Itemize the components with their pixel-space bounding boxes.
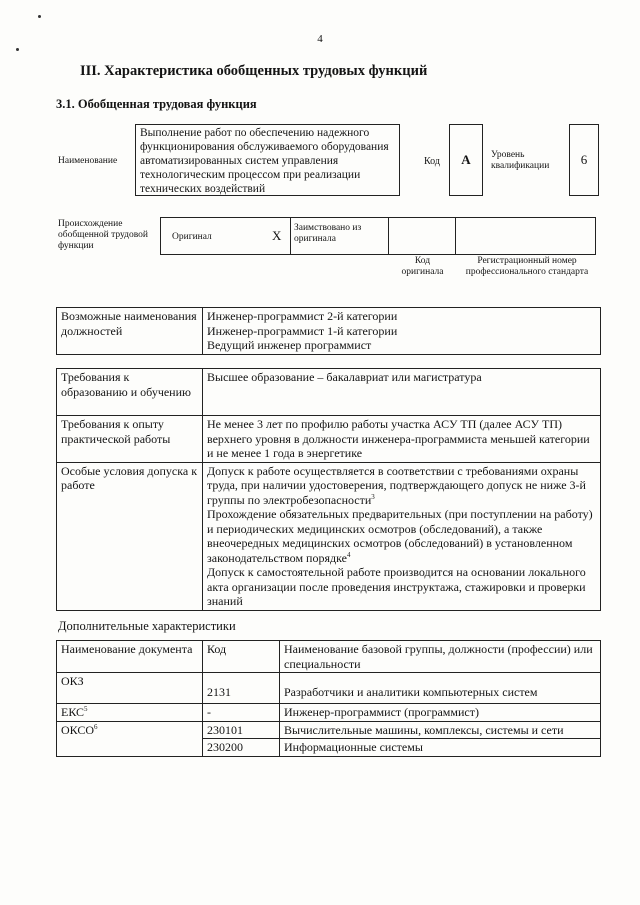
code-label: Код	[424, 156, 440, 167]
position-item: Инженер-программист 2-й категории	[207, 309, 398, 323]
name-cell: Инженер-программист (программист)	[280, 704, 601, 722]
doc-cell: ОКСО$^6$	[57, 721, 203, 756]
col-header-doc: Наименование документа	[57, 641, 203, 673]
code-cell: -	[203, 704, 280, 722]
doc-cell: ЕКС$^5$	[57, 704, 203, 722]
special-paragraph: Допуск к работе осуществляется в соответствии с требованиями охраны труда, при наличии удостоверения, подтверждающего допуск не ниже 3-й группы по электробезопасности$^3$	[207, 463, 586, 507]
table-row	[57, 721, 601, 739]
level-value-box	[569, 124, 599, 196]
col-header-code: Код	[203, 641, 280, 673]
experience-value: Не менее 3 лет по профилю работы участка АСУ ТП (далее АСУ ТП) верхнего уровня в должности инженера-программиста меньшей категории и не менее 1 года в энергетике	[203, 416, 601, 463]
positions-label: Возможные наименования должностей	[57, 308, 203, 355]
table-row	[57, 673, 601, 704]
special-paragraph: Допуск к самостоятельной работе производится на основании локального акта организации после проведения инструктажа, стажировки и проверки знаний	[207, 565, 586, 608]
name-label: Наименование	[58, 156, 118, 166]
origin-row	[160, 217, 596, 255]
section-title: III. Характеристика обобщенных трудовых функций	[80, 63, 428, 79]
education-value: Высшее образование – бакалавриат или магистратура	[203, 369, 601, 416]
code-cell: 230200	[203, 739, 280, 757]
name-cell: Информационные системы	[280, 739, 601, 757]
positions-list	[203, 308, 601, 355]
special-conditions-label: Особые условия допуска к работе	[57, 462, 203, 610]
original-label: Оригинал	[172, 232, 212, 242]
code-value: A	[461, 152, 471, 167]
original-mark: X	[272, 228, 282, 243]
col-header-name: Наименование базовой группы, должности (профессии) или специальности	[280, 641, 601, 673]
positions-table	[56, 307, 601, 355]
requirements-table	[56, 368, 601, 611]
education-label: Требования к образованию и обучению	[57, 369, 203, 416]
extra-table	[56, 640, 601, 757]
extra-title: Дополнительные характеристики	[58, 619, 236, 633]
special-conditions-value	[203, 462, 601, 610]
footnote-ref: 3	[371, 492, 375, 501]
name-cell: Разработчики и аналитики компьютерных систем	[280, 673, 601, 704]
borrowed-label: Заимствовано из оригинала	[294, 223, 362, 244]
code-cell: 230101	[203, 721, 280, 739]
subsection-title: 3.1. Обобщенная трудовая функция	[56, 97, 257, 111]
code-cell: 2131	[203, 673, 280, 704]
position-item: Инженер-программист 1-й категории	[207, 323, 398, 338]
reg-number-caption: Регистрационный номер профессионального стандарта	[465, 256, 589, 277]
name-cell: Вычислительные машины, комплексы, системы и сети	[280, 721, 601, 739]
page-number: 4	[317, 33, 323, 45]
experience-label: Требования к опыту практической работы	[57, 416, 203, 463]
ink-dot	[38, 15, 41, 18]
code-original-caption: Код оригинала	[401, 256, 444, 277]
footnote-ref: 4	[346, 550, 351, 559]
code-value-box	[449, 124, 483, 196]
footnote-ref: 5	[84, 705, 88, 713]
function-name-box: Выполнение работ по обеспечению надежного функционирования обслуживаемого оборудования автоматизированных систем управления технологическим процессом при реализации технических воздействий	[135, 124, 400, 196]
level-label: Уровень квалификации	[491, 150, 550, 171]
level-value: 6	[580, 152, 588, 167]
footnote-ref: 6	[94, 722, 98, 731]
doc-cell: ОКЗ	[57, 673, 203, 704]
position-item: Ведущий инженер программист	[207, 338, 372, 352]
ink-dot	[16, 48, 19, 51]
origin-label: Происхождение обобщенной трудовой функции	[58, 219, 148, 251]
table-row	[57, 704, 601, 722]
special-paragraph: Прохождение обязательных предварительных (при поступлении на работу) и периодических медицинских осмотров (обследований), а также внеочередных медицинских осмотров (обследований) в установленном законодательством порядке$^4$	[207, 507, 593, 565]
